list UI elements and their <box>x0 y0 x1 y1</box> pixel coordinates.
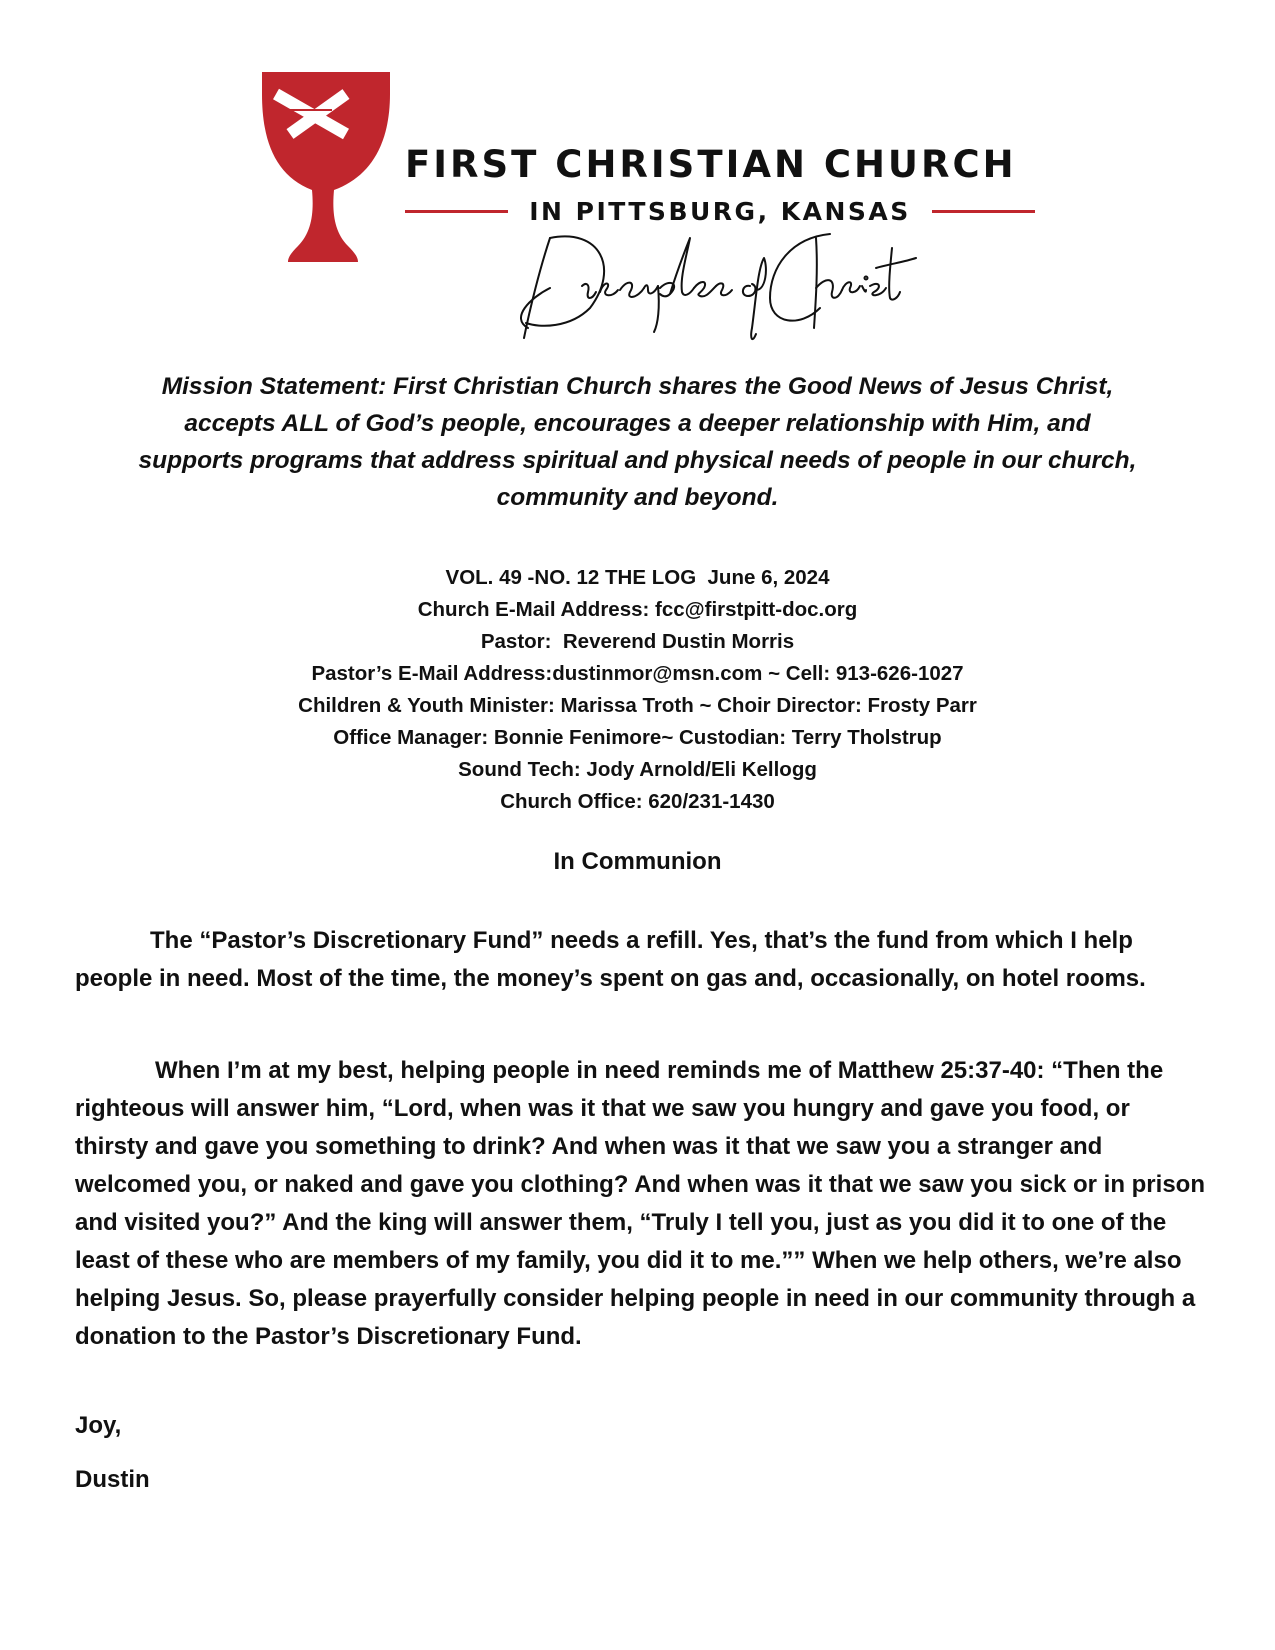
left-red-rule <box>405 210 508 213</box>
closing-salutation: Joy, <box>75 1412 122 1439</box>
disciples-of-christ-script-logo <box>520 228 920 348</box>
article-paragraph-1: The “Pastor’s Discretionary Fund” needs a refill. Yes, that’s the fund from which I help people in need. Most of the time, the money’s spent on gas and, occasionally, on hotel rooms. <box>75 927 1146 992</box>
article-paragraph-2: When I’m at my best, helping people in need reminds me of Matthew 25:37-40: “Then the righteous will answer him, “Lord, when was it that we saw you hungry and gave you food, or thirsty and gave you something to drink? And when was it that we saw you a stranger and welcomed you, or naked and gave you clothing? And when was it that we saw you sick or in prison and visited you?” And the king will answer them, “Truly I tell you, just as you did it to one of the least of these who are members of my family, you did it to me.”” When we help others, we’re also helping Jesus. So, please prayerfully consider helping people in need in our community through a donation to the Pastor’s Discretionary Fund. <box>75 1057 1205 1350</box>
church-name: FIRST CHRISTIAN CHURCH <box>405 143 1017 186</box>
location-row <box>405 193 1035 229</box>
church-location: IN PITTSBURG, KANSAS <box>529 196 911 226</box>
mission-line-1: Mission Statement: First Christian Church shares the Good News of Jesus Christ, <box>161 373 1114 400</box>
church-office-line: Church Office: 620/231-1430 <box>500 790 775 813</box>
ministers-line: Children & Youth Minister: Marissa Troth ~ Choir Director: Frosty Parr <box>298 694 977 717</box>
mission-line-2: accepts ALL of God’s people, encourages a deeper relationship with Him, and <box>184 410 1091 437</box>
mission-statement <box>60 368 1215 516</box>
newsletter-info-block <box>0 562 1275 818</box>
sound-tech-line: Sound Tech: Jody Arnold/Eli Kellogg <box>458 758 817 781</box>
mission-line-4: community and beyond. <box>496 484 779 511</box>
right-red-rule <box>932 210 1035 213</box>
article-title: In Communion <box>553 848 722 875</box>
pastor-contact-line: Pastor’s E-Mail Address:dustinmor@msn.com ~ Cell: 913-626-1027 <box>311 662 964 685</box>
staff-line: Office Manager: Bonnie Fenimore~ Custodian: Terry Tholstrup <box>333 726 942 749</box>
volume-line: VOL. 49 -NO. 12 THE LOG June 6, 2024 <box>445 566 830 589</box>
signature-name: Dustin <box>75 1466 150 1493</box>
church-email-line: Church E-Mail Address: fcc@firstpitt-doc.org <box>417 598 858 621</box>
chalice-cross-icon <box>262 72 390 262</box>
mission-line-3: supports programs that address spiritual and physical needs of people in our church, <box>138 447 1137 474</box>
pastor-line: Pastor: Reverend Dustin Morris <box>480 630 795 653</box>
